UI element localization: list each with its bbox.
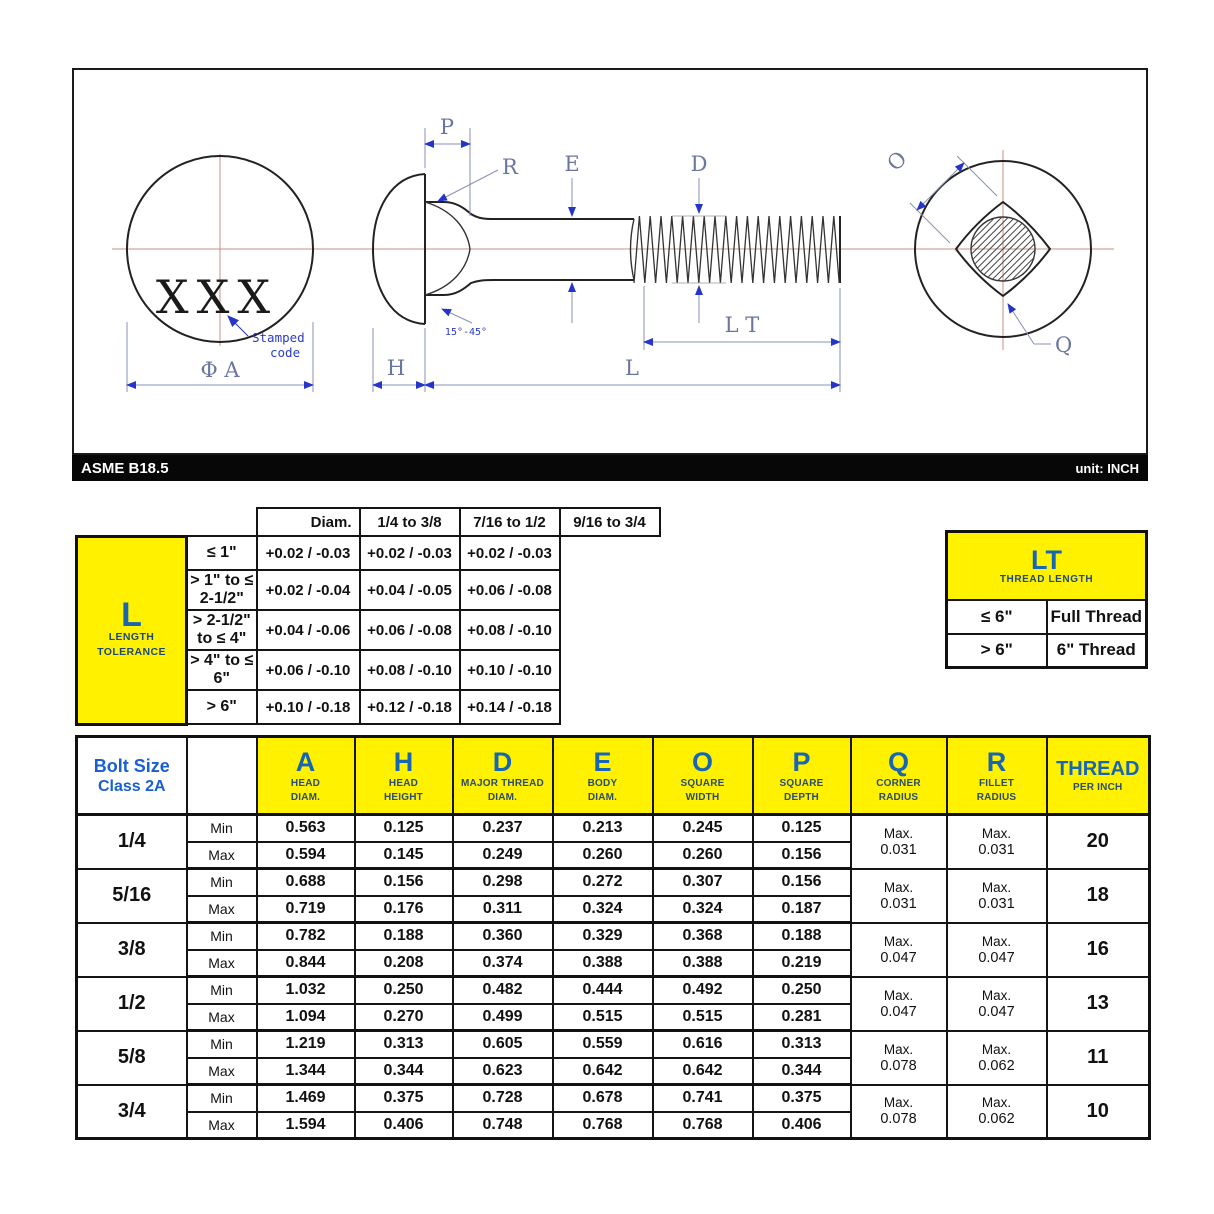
spec-value-cell: 0.219 — [753, 950, 851, 977]
spec-value-cell: 0.188 — [355, 923, 453, 950]
angle-note: 15°-45° — [444, 327, 488, 338]
spec-value-cell: 0.344 — [753, 1058, 851, 1085]
bolt-size-cell: 5/16 — [77, 869, 187, 923]
corner-radius-cell: Max. 0.078 — [851, 1085, 947, 1139]
tolerance-value-cell: +0.08 / -0.10 — [460, 610, 560, 650]
spec-value-cell: 0.642 — [653, 1058, 753, 1085]
spec-value-cell: 0.249 — [453, 842, 553, 869]
spec-value-cell: 0.688 — [257, 869, 355, 896]
spec-value-cell: 0.145 — [355, 842, 453, 869]
col-header-E: E BODY DIAM. — [553, 737, 653, 815]
spec-value-cell: 0.187 — [753, 896, 851, 923]
spec-value-cell: 0.250 — [753, 977, 851, 1004]
tolerance-range-cell: ≤ 1" — [187, 536, 257, 570]
spec-value-cell: 0.678 — [553, 1085, 653, 1112]
fillet-radius-cell: Max. 0.047 — [947, 923, 1047, 977]
tolerance-value-cell: +0.02 / -0.03 — [257, 536, 360, 570]
minmax-label: Max — [187, 896, 257, 923]
spec-value-cell: 0.375 — [753, 1085, 851, 1112]
bolt-dimensions-table — [75, 735, 1151, 1140]
spec-value-cell: 0.260 — [653, 842, 753, 869]
drawing-frame — [72, 68, 1148, 455]
fillet-radius-cell: Max. 0.031 — [947, 815, 1047, 869]
spec-value-cell: 0.329 — [553, 923, 653, 950]
fillet-radius-cell: Max. 0.031 — [947, 869, 1047, 923]
spec-value-cell: 0.559 — [553, 1031, 653, 1058]
spec-value-cell: 0.237 — [453, 815, 553, 842]
spec-value-cell: 0.245 — [653, 815, 753, 842]
dim-label-r: R — [502, 155, 518, 179]
tolerance-value-cell: +0.12 / -0.18 — [360, 690, 460, 724]
minmax-label: Max — [187, 842, 257, 869]
tolerance-value-cell: +0.10 / -0.18 — [257, 690, 360, 724]
spec-value-cell: 0.406 — [355, 1112, 453, 1139]
spec-value-cell: 0.125 — [355, 815, 453, 842]
tolerance-col-header: 9/16 to 3/4 — [560, 508, 660, 536]
tolerance-value-cell: +0.06 / -0.08 — [460, 570, 560, 610]
head-marking-text: XXX — [155, 270, 279, 324]
spec-value-cell: 0.176 — [355, 896, 453, 923]
spec-value-cell: 0.344 — [355, 1058, 453, 1085]
minmax-label: Max — [187, 1058, 257, 1085]
col-header-A: A HEAD DIAM. — [257, 737, 355, 815]
spec-value-cell: 0.605 — [453, 1031, 553, 1058]
dim-label-h: H — [386, 356, 406, 380]
spec-value-cell: 0.444 — [553, 977, 653, 1004]
tolerance-value-cell: +0.04 / -0.05 — [360, 570, 460, 610]
lt-range-cell: ≤ 6" — [947, 600, 1047, 634]
spec-value-cell: 0.768 — [553, 1112, 653, 1139]
spec-value-cell: 0.360 — [453, 923, 553, 950]
spec-value-cell: 0.388 — [653, 950, 753, 977]
bolt-size-cell: 3/4 — [77, 1085, 187, 1139]
carriage-bolt-drawing — [74, 70, 1146, 453]
unit-label: unit: INCH — [1075, 460, 1139, 476]
spec-value-cell: 1.219 — [257, 1031, 355, 1058]
spec-value-cell: 1.594 — [257, 1112, 355, 1139]
col-header-H: H HEAD HEIGHT — [355, 737, 453, 815]
minmax-label: Max — [187, 1112, 257, 1139]
spec-value-cell: 0.208 — [355, 950, 453, 977]
bolt-size-cell: 1/4 — [77, 815, 187, 869]
col-header-thread: THREAD PER INCH — [1047, 737, 1150, 815]
minmax-label: Max — [187, 950, 257, 977]
spec-value-cell: 0.492 — [653, 977, 753, 1004]
tolerance-value-cell: +0.06 / -0.10 — [257, 650, 360, 690]
minmax-label: Max — [187, 1004, 257, 1031]
tolerance-blank-corner — [77, 508, 257, 536]
tolerance-range-cell: > 4" to ≤ 6" — [187, 650, 257, 690]
dim-label-o: O — [882, 146, 912, 176]
spec-value-cell: 0.782 — [257, 923, 355, 950]
bolt-size-cell: 3/8 — [77, 923, 187, 977]
spec-value-cell: 0.324 — [553, 896, 653, 923]
spec-value-cell: 0.250 — [355, 977, 453, 1004]
tolerance-value-cell: +0.02 / -0.03 — [360, 536, 460, 570]
spec-value-cell: 0.719 — [257, 896, 355, 923]
thread-per-inch-cell: 20 — [1047, 815, 1150, 869]
fillet-radius-cell: Max. 0.047 — [947, 977, 1047, 1031]
spec-value-cell: 0.594 — [257, 842, 355, 869]
spec-value-cell: 0.406 — [753, 1112, 851, 1139]
spec-value-cell: 0.324 — [653, 896, 753, 923]
fillet-radius-cell: Max. 0.062 — [947, 1085, 1047, 1139]
spec-value-cell: 1.032 — [257, 977, 355, 1004]
spec-value-cell: 0.616 — [653, 1031, 753, 1058]
length-tolerance-side-cell: L LENGTH TOLERANCE — [77, 536, 187, 724]
dim-label-phi-a: Φ A — [200, 358, 240, 382]
dim-label-l: L — [625, 356, 639, 380]
col-header-D: D MAJOR THREAD DIAM. — [453, 737, 553, 815]
col-header-O: O SQUARE WIDTH — [653, 737, 753, 815]
spec-value-cell: 1.344 — [257, 1058, 355, 1085]
tolerance-col-header: 1/4 to 3/8 — [360, 508, 460, 536]
tolerance-value-cell: +0.10 / -0.10 — [460, 650, 560, 690]
tolerance-value-cell: +0.08 / -0.10 — [360, 650, 460, 690]
spec-value-cell: 0.213 — [553, 815, 653, 842]
spec-value-cell: 0.368 — [653, 923, 753, 950]
spec-value-cell: 0.623 — [453, 1058, 553, 1085]
dim-label-d: D — [690, 152, 708, 176]
col-header-P: P SQUARE DEPTH — [753, 737, 851, 815]
spec-value-cell: 0.748 — [453, 1112, 553, 1139]
thread-length-table — [945, 530, 1148, 669]
corner-radius-cell: Max. 0.031 — [851, 815, 947, 869]
bolt-size-cell: 1/2 — [77, 977, 187, 1031]
spec-value-cell: 0.844 — [257, 950, 355, 977]
tolerance-range-cell: > 6" — [187, 690, 257, 724]
col-header-R: R FILLET RADIUS — [947, 737, 1047, 815]
standard-name: ASME B18.5 — [81, 459, 169, 477]
thread-per-inch-cell: 10 — [1047, 1085, 1150, 1139]
minmax-label: Min — [187, 1031, 257, 1058]
spec-value-cell: 0.482 — [453, 977, 553, 1004]
spec-value-cell: 0.388 — [553, 950, 653, 977]
spec-value-cell: 0.741 — [653, 1085, 753, 1112]
tolerance-value-cell: +0.04 / -0.06 — [257, 610, 360, 650]
spec-value-cell: 0.156 — [753, 869, 851, 896]
minmax-label: Min — [187, 1085, 257, 1112]
minmax-label: Min — [187, 869, 257, 896]
thread-per-inch-cell: 16 — [1047, 923, 1150, 977]
spec-value-cell: 0.281 — [753, 1004, 851, 1031]
lt-subtitle: THREAD LENGTH — [999, 574, 1094, 586]
title-bar — [72, 455, 1148, 481]
spec-value-cell: 0.313 — [355, 1031, 453, 1058]
spec-value-cell: 0.298 — [453, 869, 553, 896]
bolt-size-title: Bolt Size — [93, 755, 170, 776]
spec-value-cell: 1.469 — [257, 1085, 355, 1112]
minmax-label: Min — [187, 815, 257, 842]
fillet-radius-cell: Max. 0.062 — [947, 1031, 1047, 1085]
minmax-blank-header — [187, 737, 257, 815]
spec-value-cell: 0.768 — [653, 1112, 753, 1139]
tolerance-range-cell: > 1" to ≤ 2-1/2" — [187, 570, 257, 610]
tolerance-range-cell: > 2-1/2" to ≤ 4" — [187, 610, 257, 650]
minmax-label: Min — [187, 923, 257, 950]
length-tolerance-table — [75, 507, 661, 726]
dim-label-p: P — [439, 115, 455, 139]
spec-value-cell: 0.156 — [355, 869, 453, 896]
spec-value-cell: 0.125 — [753, 815, 851, 842]
tolerance-col-header: 7/16 to 1/2 — [460, 508, 560, 536]
spec-value-cell: 0.270 — [355, 1004, 453, 1031]
spec-value-cell: 0.313 — [753, 1031, 851, 1058]
bolt-size-cell: 5/8 — [77, 1031, 187, 1085]
thread-per-inch-cell: 11 — [1047, 1031, 1150, 1085]
end-view — [882, 146, 1094, 357]
stamped-code-label2: code — [270, 345, 301, 360]
spec-value-cell: 0.311 — [453, 896, 553, 923]
spec-value-cell: 0.156 — [753, 842, 851, 869]
spec-value-cell: 0.515 — [653, 1004, 753, 1031]
corner-radius-cell: Max. 0.078 — [851, 1031, 947, 1085]
spec-value-cell: 0.374 — [453, 950, 553, 977]
tolerance-diam-header: Diam. — [257, 508, 360, 536]
tolerance-value-cell: +0.14 / -0.18 — [460, 690, 560, 724]
spec-value-cell: 0.728 — [453, 1085, 553, 1112]
spec-value-cell: 0.642 — [553, 1058, 653, 1085]
spec-value-cell: 0.563 — [257, 815, 355, 842]
lt-range-cell: > 6" — [947, 634, 1047, 668]
corner-radius-cell: Max. 0.047 — [851, 977, 947, 1031]
corner-radius-cell: Max. 0.047 — [851, 923, 947, 977]
dim-label-e: E — [564, 152, 580, 176]
lt-value-cell: Full Thread — [1047, 600, 1147, 634]
thread-length-header-cell — [947, 532, 1147, 600]
side-view-dimensions — [373, 115, 840, 392]
spec-value-cell: 0.272 — [553, 869, 653, 896]
dim-label-q: Q — [1055, 333, 1073, 357]
spec-value-cell: 1.094 — [257, 1004, 355, 1031]
spec-value-cell: 0.515 — [553, 1004, 653, 1031]
col-header-Q: Q CORNER RADIUS — [851, 737, 947, 815]
tolerance-value-cell: +0.06 / -0.08 — [360, 610, 460, 650]
tolerance-value-cell: +0.02 / -0.04 — [257, 570, 360, 610]
lt-symbol: LT — [1031, 545, 1062, 576]
dim-label-lt: L T — [724, 313, 760, 337]
tolerance-value-cell: +0.02 / -0.03 — [460, 536, 560, 570]
spec-value-cell: 0.375 — [355, 1085, 453, 1112]
stamped-code-label: Stamped — [252, 330, 305, 345]
thread-per-inch-cell: 18 — [1047, 869, 1150, 923]
minmax-label: Min — [187, 977, 257, 1004]
spec-value-cell: 0.260 — [553, 842, 653, 869]
bolt-size-header — [77, 737, 187, 815]
class-label: Class 2A — [97, 777, 166, 795]
corner-radius-cell: Max. 0.031 — [851, 869, 947, 923]
spec-value-cell: 0.188 — [753, 923, 851, 950]
lt-value-cell: 6" Thread — [1047, 634, 1147, 668]
spec-value-cell: 0.307 — [653, 869, 753, 896]
thread-per-inch-cell: 13 — [1047, 977, 1150, 1031]
spec-value-cell: 0.499 — [453, 1004, 553, 1031]
